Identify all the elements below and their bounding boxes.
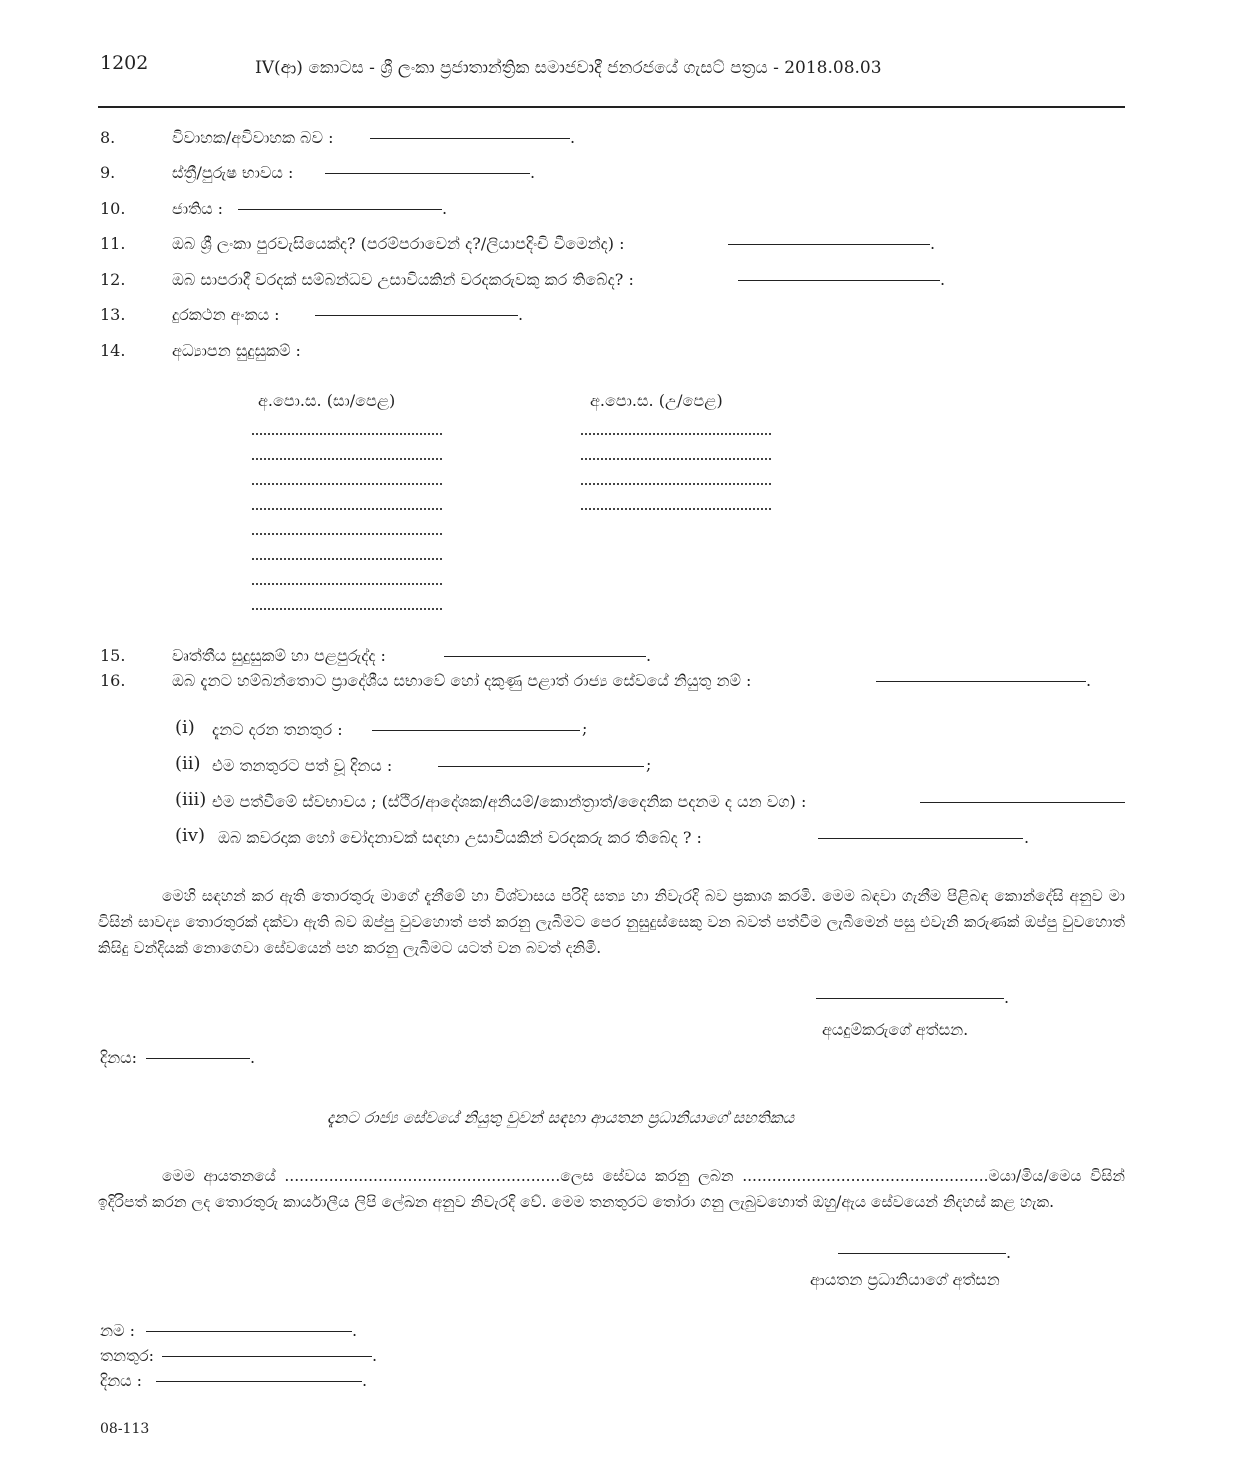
applicant-signature-line[interactable] [816,998,1004,999]
al-heading: අ.පො.ස. (උ/පෙළ) [590,391,723,410]
subitem-iv-numeral: (iv) [175,825,205,846]
field-16-label: ඔබ දැනට හම්බන්තොට ප්‍රාදේශීය සභාවේ හෝ දකුණු පළාත් රාජ්‍ය සේවයේ නියුතු නම් : [172,671,752,690]
al-subject-line-1[interactable] [581,433,771,435]
subitem-iv-label: ඔබ කවරදාක හෝ චෝදනාවක් සඳහා උසාවියකින් වරදකරු කර තිබේද ? : [218,828,702,847]
bottom-date-label: දිනය : [100,1371,143,1390]
name-input-line[interactable] [146,1331,352,1332]
date-label: දිනය: [100,1048,137,1067]
field-15-end: . [646,646,652,665]
field-9-number: 9. [100,163,116,182]
ol-subject-line-1[interactable] [252,433,442,435]
field-10-input-line[interactable] [238,209,442,210]
subitem-iii-label: එම පත්වීමේ ස්වභාවය ; (ස්ථිර/ආදේශක/අනියම්/කොන්ත්‍රාත්/දෛනික පදනම ද යන වග) : [212,792,807,811]
field-9-input-line[interactable] [325,173,530,174]
subitem-i-end: ; [582,719,588,738]
field-15-input-line[interactable] [444,656,646,657]
field-9-label: ස්ත්‍රී/පුරුෂ භාවය : [172,163,294,182]
al-subject-line-3[interactable] [581,483,771,485]
al-subject-line-2[interactable] [581,458,771,460]
applicant-signature-label: අයදුම්කරුගේ අත්සන. [822,1020,969,1039]
field-12-input-line[interactable] [738,280,940,281]
name-end: . [352,1321,358,1340]
ol-heading: අ.පො.ස. (සා/පෙළ) [258,391,396,410]
field-14-number: 14. [100,341,126,360]
field-10-number: 10. [100,199,126,218]
subitem-iv-input-line[interactable] [818,838,1023,839]
field-13-number: 13. [100,305,126,324]
name-label: නම : [100,1321,135,1340]
subitem-ii-numeral: (ii) [175,753,201,774]
footer-code: 08-113 [100,1421,150,1437]
field-8-input-line[interactable] [370,138,570,139]
field-15-number: 15. [100,646,126,665]
field-16-input-line[interactable] [876,681,1086,682]
ol-subject-line-5[interactable] [252,533,442,535]
position-label: තනතුර: [100,1346,155,1365]
date-input-line[interactable] [146,1058,250,1059]
head-signature-end: . [1006,1243,1012,1262]
bottom-date-end: . [362,1371,368,1390]
bottom-date-input-line[interactable] [156,1381,362,1382]
subitem-ii-end: ; [646,755,652,774]
field-16-end: . [1086,671,1092,690]
applicant-signature-end: . [1004,988,1010,1007]
subitem-iii-numeral: (iii) [175,789,207,810]
head-signature-label: ආයතන ප්‍රධානියාගේ අත්සන [810,1270,1000,1289]
field-12-number: 12. [100,270,126,289]
field-8-label: විවාහක/අවිවාහක බව : [172,128,334,147]
ol-subject-line-2[interactable] [252,458,442,460]
page-number: 1202 [100,52,149,74]
field-8-number: 8. [100,128,116,147]
field-16-number: 16. [100,671,126,690]
field-13-end: . [518,305,524,324]
subitem-ii-label: එම තනතුරට පත් වූ දිනය : [212,756,393,775]
field-8-end: . [570,128,576,147]
subitem-i-input-line[interactable] [372,730,580,731]
field-14-label: අධ්‍යාපන සුදුසුකම් : [172,341,301,360]
subitem-i-label: දැනට දරන තනතුර : [212,720,343,739]
field-12-end: . [940,270,946,289]
subitem-ii-input-line[interactable] [438,766,644,767]
field-11-number: 11. [100,234,126,253]
position-end: . [372,1346,378,1365]
ol-subject-line-3[interactable] [252,483,442,485]
ol-subject-line-6[interactable] [252,558,442,560]
field-10-end: . [442,199,448,218]
position-input-line[interactable] [162,1356,372,1357]
ol-subject-line-4[interactable] [252,508,442,510]
field-12-label: ඔබ සාපරාදී වරදක් සම්බන්ධව උසාවියකින් වරදකරුවකු කර තිබේද? : [172,270,634,289]
certificate-paragraph: මෙම ආයතනයේ ........................................................ලෙස සේවය කරනු ලබන ..................................................මයා/මිය/මෙය විසින් ඉදිරිපත් කරන ලද තොරතුරු කාර්යාලීය ලිපි ලේඛන අනුව නිවැරදි වේ. මෙම තනතුරට තෝරා ගනු ලැබුවහොත් ඔහු/ඇය සේවයෙන් නිදහස් කළ හැක. [98,1167,1125,1211]
field-13-label: දුරකථන අංකය : [172,305,280,324]
field-10-label: ජාතිය : [172,199,224,218]
field-9-end: . [530,163,536,182]
date-end: . [250,1048,256,1067]
declaration-paragraph: මෙහි සඳහන් කර ඇති තොරතුරු මාගේ දැනීමේ හා විශ්වාසය පරිදි සත්‍ය හා නිවැරදි බව ප්‍රකාශ කරමි. මෙම බඳවා ගැනීම පිළිබඳ කොන්දේසි අනුව මා විසින් සාවද්‍ය තොරතුරක් දක්වා ඇති බව ඔප්පු වුවහොත් පත් කරනු ලැබීමට පෙර නුසුදුස්සෙකු වන බවත් පත්වීම ලැබීමෙන් පසු එවැනි කරුණක් ඔප්පු වුවහොත් කිසිදු වන්දියක් නොගෙවා සේවයෙන් පහ කරනු ලැබීමට යටත් වන බවත් දනිමි. [98,887,1125,957]
field-11-end: . [930,234,936,253]
field-15-label: වෘත්තීය සුදුසුකම් හා පළපුරුද්ද : [172,646,386,665]
subitem-iv-end: . [1024,828,1030,847]
ol-subject-line-7[interactable] [252,583,442,585]
field-11-input-line[interactable] [728,244,930,245]
subitem-i-numeral: (i) [175,717,195,738]
al-subject-line-4[interactable] [581,508,771,510]
head-signature-line[interactable] [838,1253,1006,1254]
header-divider [98,106,1125,108]
gazette-header-title: IV(ආ) කොටස - ශ්‍රී ලංකා ප්‍රජාතාන්ත්‍රික සමාජවාදී ජනරජයේ ගැසට් පත්‍රය - 2018.08.03 [255,58,882,78]
subitem-iii-input-line[interactable] [920,802,1125,803]
ol-subject-line-8[interactable] [252,608,442,610]
certificate-title: දැනට රාජ්‍ය සේවයේ නියුතු වුවන් සඳහා ආයතන ප්‍රධානියාගේ සහතිකය [327,1108,795,1127]
field-11-label: ඔබ ශ්‍රී ලංකා පුරවැසියෙක්ද? (පරම්පරාවෙන් ද?/ලියාපදිංචි වීමෙන්ද) : [172,234,625,253]
field-13-input-line[interactable] [315,315,518,316]
